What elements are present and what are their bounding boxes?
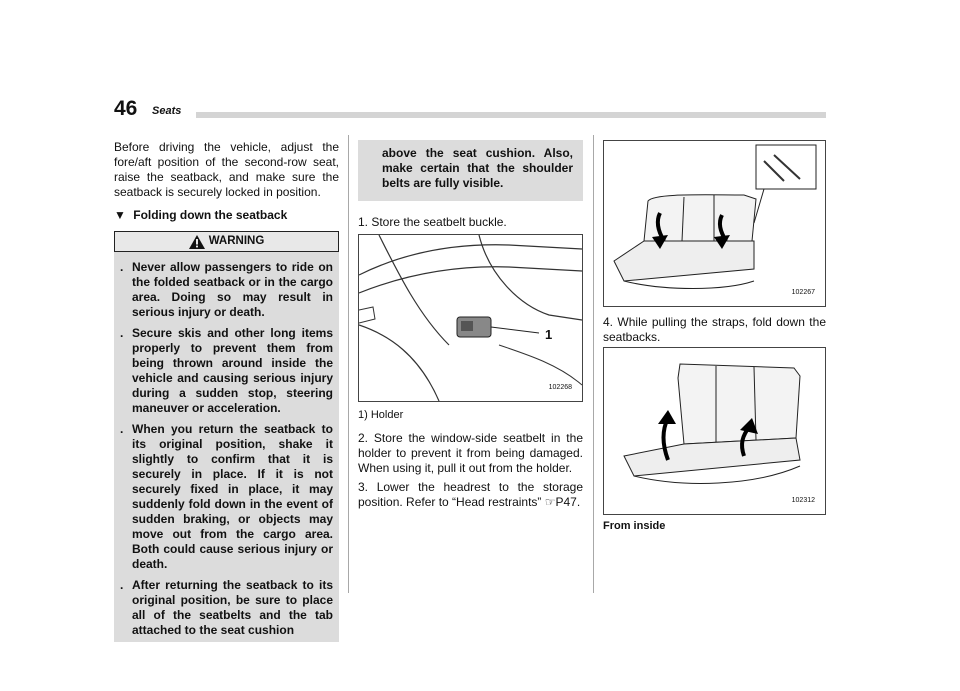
warning-text: When you return the seatback to its original position, shake it slightly to confirm that it is securely in place. If it is not securely fixed in place, it may suddenly fold down in the event of sudden braking, or objects may move out from the cargo area. Both could cause serious injury or death.	[132, 422, 333, 571]
figure-code: 102268	[548, 384, 572, 391]
warning-header	[114, 231, 339, 252]
column-middle	[358, 140, 583, 510]
step-2: 2. Store the window-side seatbelt in the holder to prevent it from being damaged. When using it, pull it out from the holder.	[358, 431, 583, 475]
header-rule	[196, 112, 826, 118]
intro-paragraph: Before driving the vehicle, adjust the fore/aft position of the second-row seat, raise the seatback, and make sure the seatback is securely locked in position.	[114, 140, 339, 199]
step-3: 3. Lower the headrest to the storage position. Refer to “Head restraints” ☞P47.	[358, 480, 583, 509]
warning-continued: above the seat cushion. Also, make certain that the shoulder belts are fully visible.	[358, 140, 583, 201]
warning-title: WARNING	[208, 235, 265, 247]
figure-from-inside	[603, 347, 826, 515]
step-1: 1. Store the seatbelt buckle.	[358, 215, 507, 229]
warning-box	[114, 231, 339, 642]
warning-item	[120, 260, 333, 320]
figure-caption: From inside	[603, 520, 666, 532]
triangle-marker-icon: ▼	[114, 208, 126, 222]
section-title: Seats	[152, 105, 182, 117]
subheading	[114, 208, 339, 223]
figure-callout-label: 1	[545, 327, 553, 342]
column-right	[603, 140, 826, 534]
column-divider	[593, 135, 594, 593]
figure-code: 102312	[791, 497, 815, 504]
folding-seat-illustration	[604, 141, 825, 306]
bullet: .	[120, 578, 124, 592]
seatbelt-holder-illustration	[359, 235, 582, 401]
figure-fold-seat	[603, 140, 826, 307]
bullet: .	[120, 422, 124, 436]
warning-text: Secure skis and other long items properly to prevent them from being thrown around inside the vehicle and causing serious injury during a sudden stop, steering maneuver or acceleration.	[132, 326, 333, 415]
subheading-text: Folding down the seatback	[133, 208, 288, 222]
column-divider	[348, 135, 349, 593]
step-4: 4. While pulling the straps, fold down the seatbacks.	[603, 315, 826, 344]
bullet: .	[120, 260, 124, 274]
warning-item	[120, 422, 333, 572]
warning-item	[120, 326, 333, 416]
figure-seatbelt-buckle	[358, 234, 583, 402]
column-left	[114, 140, 339, 642]
seat-from-inside-illustration	[604, 348, 825, 514]
bullet: .	[120, 326, 124, 340]
warning-item	[120, 578, 333, 638]
page-number: 46	[114, 97, 138, 120]
warning-text: After returning the seatback to its original position, be sure to place all of the seatbelts and the tab attached to the seat cushion	[132, 578, 333, 637]
figure-code: 102267	[791, 289, 815, 296]
warning-triangle-icon	[189, 235, 205, 249]
warning-text: Never allow passengers to ride on the folded seatback or in the cargo area. Doing so may result in serious injury or death.	[132, 260, 333, 319]
figure-caption: 1) Holder	[358, 409, 404, 421]
